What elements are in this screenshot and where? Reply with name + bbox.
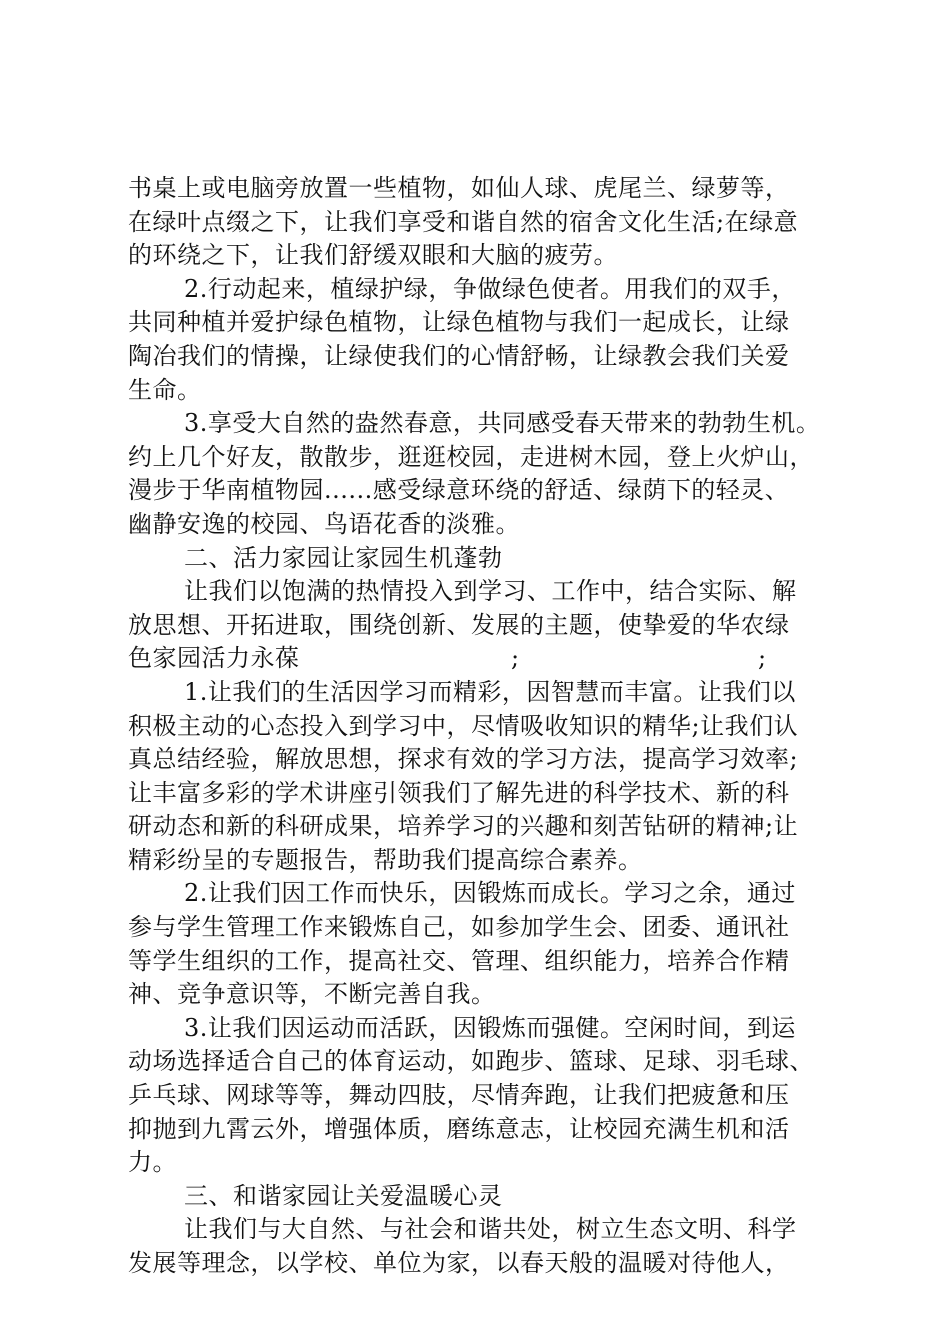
text-line: 2.让我们因工作而快乐，因锻炼而成长。学习之余，通过 (184, 879, 796, 908)
text-line: 抑抛到九霄云外，增强体质，磨练意志，让校园充满生机和活 (128, 1114, 790, 1143)
text-line: 等学生组织的工作，提高社交、管理、组织能力，培养合作精 (128, 946, 790, 975)
text-line: 生命。 (128, 375, 202, 404)
text-line: 力。 (128, 1148, 177, 1177)
text-line: 神、竞争意识等，不断完善自我。 (128, 980, 496, 1009)
text-line: 让我们以饱满的热情投入到学习、工作中，结合实际、解 (184, 577, 797, 606)
text-line: 研动态和新的科研成果，培养学习的兴趣和刻苦钻研的精神;让 (128, 812, 799, 841)
text-line: 1.让我们的生活因学习而精彩，因智慧而丰富。让我们以 (184, 677, 796, 706)
text-line: 书桌上或电脑旁放置一些植物，如仙人球、虎尾兰、绿萝等， (128, 174, 790, 202)
text-line-with-semicolons (128, 642, 848, 676)
text-line: 参与学生管理工作来锻炼自己，如参加学生会、团委、通讯社 (128, 913, 790, 942)
section-heading: 二、活力家园让家园生机蓬勃 (184, 543, 503, 572)
semicolon-mark: ; (758, 644, 767, 673)
text-line: 共同种植并爱护绿色植物，让绿色植物与我们一起成长，让绿 (128, 308, 790, 337)
text-line: 精彩纷呈的专题报告，帮助我们提高综合素养。 (128, 845, 643, 874)
text-line: 在绿叶点缀之下，让我们享受和谐自然的宿舍文化生活;在绿意 (128, 207, 799, 236)
section-heading: 三、和谐家园让关爱温暖心灵 (184, 1181, 503, 1210)
text-line: 约上几个好友，散散步，逛逛校园，走进树木园，登上火炉山， (128, 442, 814, 471)
text-line: 乒乓球、网球等等，舞动四肢，尽情奔跑，让我们把疲惫和压 (128, 1081, 790, 1110)
text-line: 漫步于华南植物园......感受绿意环绕的舒适、绿荫下的轻灵、 (128, 476, 790, 505)
text-line: 真总结经验，解放思想，探求有效的学习方法，提高学习效率; (128, 745, 799, 774)
text-line: 陶冶我们的情操，让绿使我们的心情舒畅，让绿教会我们关爱 (128, 341, 790, 370)
text-line: 放思想、开拓进取，围绕创新、发展的主题，使挚爱的华农绿 (128, 610, 790, 639)
text-line: 3.享受大自然的盎然春意，共同感受春天带来的勃勃生机。 (184, 409, 821, 438)
text-line: 3.让我们因运动而活跃，因锻炼而强健。空闲时间，到运 (184, 1013, 796, 1042)
text-line: 2.行动起来，植绿护绿，争做绿色使者。用我们的双手， (184, 274, 796, 303)
text-line: 发展等理念，以学校、单位为家，以春天般的温暖对待他人， (128, 1249, 790, 1277)
text-line: 的环绕之下，让我们舒缓双眼和大脑的疲劳。 (128, 241, 618, 270)
text-line: 让丰富多彩的学术讲座引领我们了解先进的科学技术、新的科 (128, 778, 790, 807)
text-line: 动场选择适合自己的体育运动，如跑步、篮球、足球、羽毛球、 (128, 1047, 814, 1076)
text-line: 幽静安逸的校园、鸟语花香的淡雅。 (128, 509, 520, 538)
document-body (128, 172, 848, 1281)
semicolon-mark: ; (511, 644, 520, 673)
text-line: 让我们与大自然、与社会和谐共处，树立生态文明、科学 (184, 1215, 797, 1244)
text-line: 积极主动的心态投入到学习中，尽情吸收知识的精华;让我们认 (128, 711, 799, 740)
text-line: 色家园活力永葆 (128, 644, 300, 673)
